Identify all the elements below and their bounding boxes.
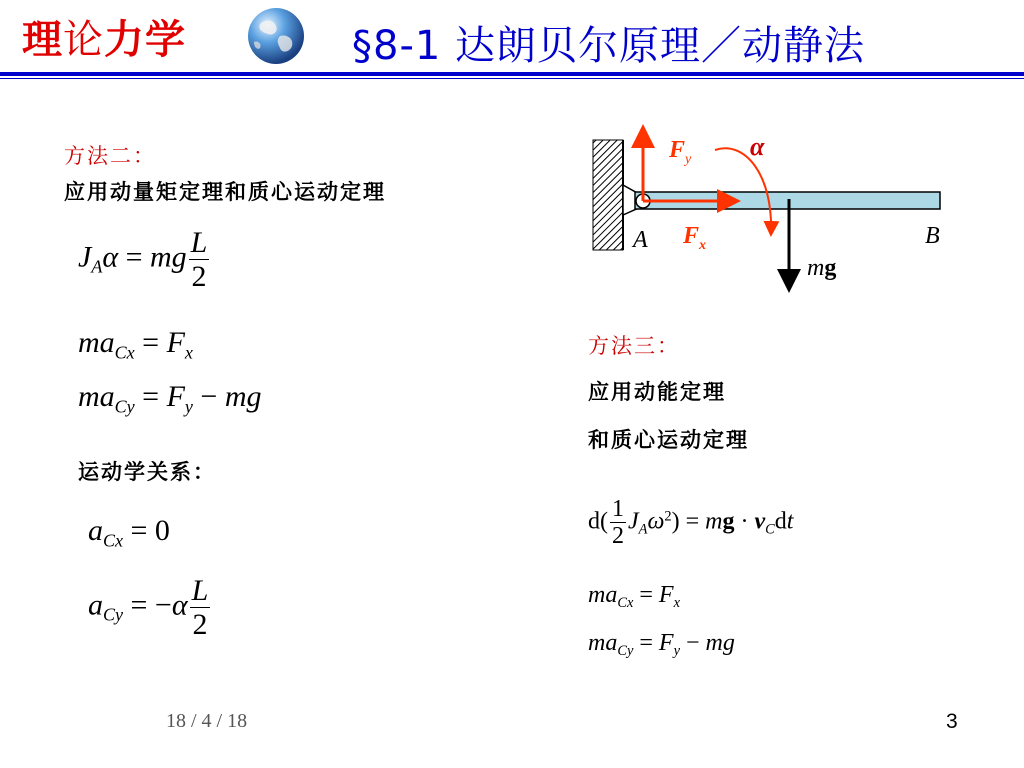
label-mg: mg xyxy=(807,255,837,281)
label-alpha: α xyxy=(750,132,765,161)
globe-icon xyxy=(246,6,306,66)
label-fy: $F_y$ xyxy=(669,137,692,167)
slide-header xyxy=(0,0,1024,80)
alpha-arrow xyxy=(715,148,771,233)
method3-heading: 方法三： xyxy=(588,334,680,358)
header-rule-thin xyxy=(0,78,1024,79)
label-B: B xyxy=(925,223,940,249)
equation-acy: $a_{Cy} = -\alpha$ $\frac{L}{2}$ xyxy=(88,574,209,641)
label-A: A xyxy=(633,227,648,253)
slide-title: §8-1 达朗贝尔原理／动静法 xyxy=(352,23,866,69)
equation-cy: $ma_{Cy} = F_y$ − mg xyxy=(78,380,262,417)
equation-energy: d( $\frac{1}{2}$ $J_A\omega^2$) = mg · $v_Cdt$ xyxy=(588,496,794,550)
equation-acx: $a_{Cx} = 0$ xyxy=(88,514,170,551)
equation-cy-right: $ma_{Cy} = F_y$ − mg xyxy=(588,630,735,660)
method3-line1: 应用动能定理 xyxy=(588,380,726,404)
footer-date: 18 / 4 / 18 xyxy=(166,710,248,732)
page-number: 3 xyxy=(946,710,958,733)
kinematics-heading: 运动学关系： xyxy=(78,460,216,484)
wall-support xyxy=(593,140,623,250)
course-logo: 理论力学 xyxy=(22,17,186,63)
method3-line2: 和质心运动定理 xyxy=(588,428,749,452)
header-rule xyxy=(0,72,1024,76)
method2-heading: 方法二： xyxy=(64,144,156,168)
beam-diagram xyxy=(585,115,965,295)
equation-cx-right: $ma_{Cx} = F_x$ xyxy=(588,582,680,612)
equation-moment: $J_A\alpha$ = mg $\frac{L}{2}$ xyxy=(78,226,208,293)
equation-cx: $ma_{Cx} = F_x$ xyxy=(78,326,193,363)
method2-description: 应用动量矩定理和质心运动定理 xyxy=(64,180,386,204)
label-fx: $F_x$ xyxy=(683,223,707,253)
